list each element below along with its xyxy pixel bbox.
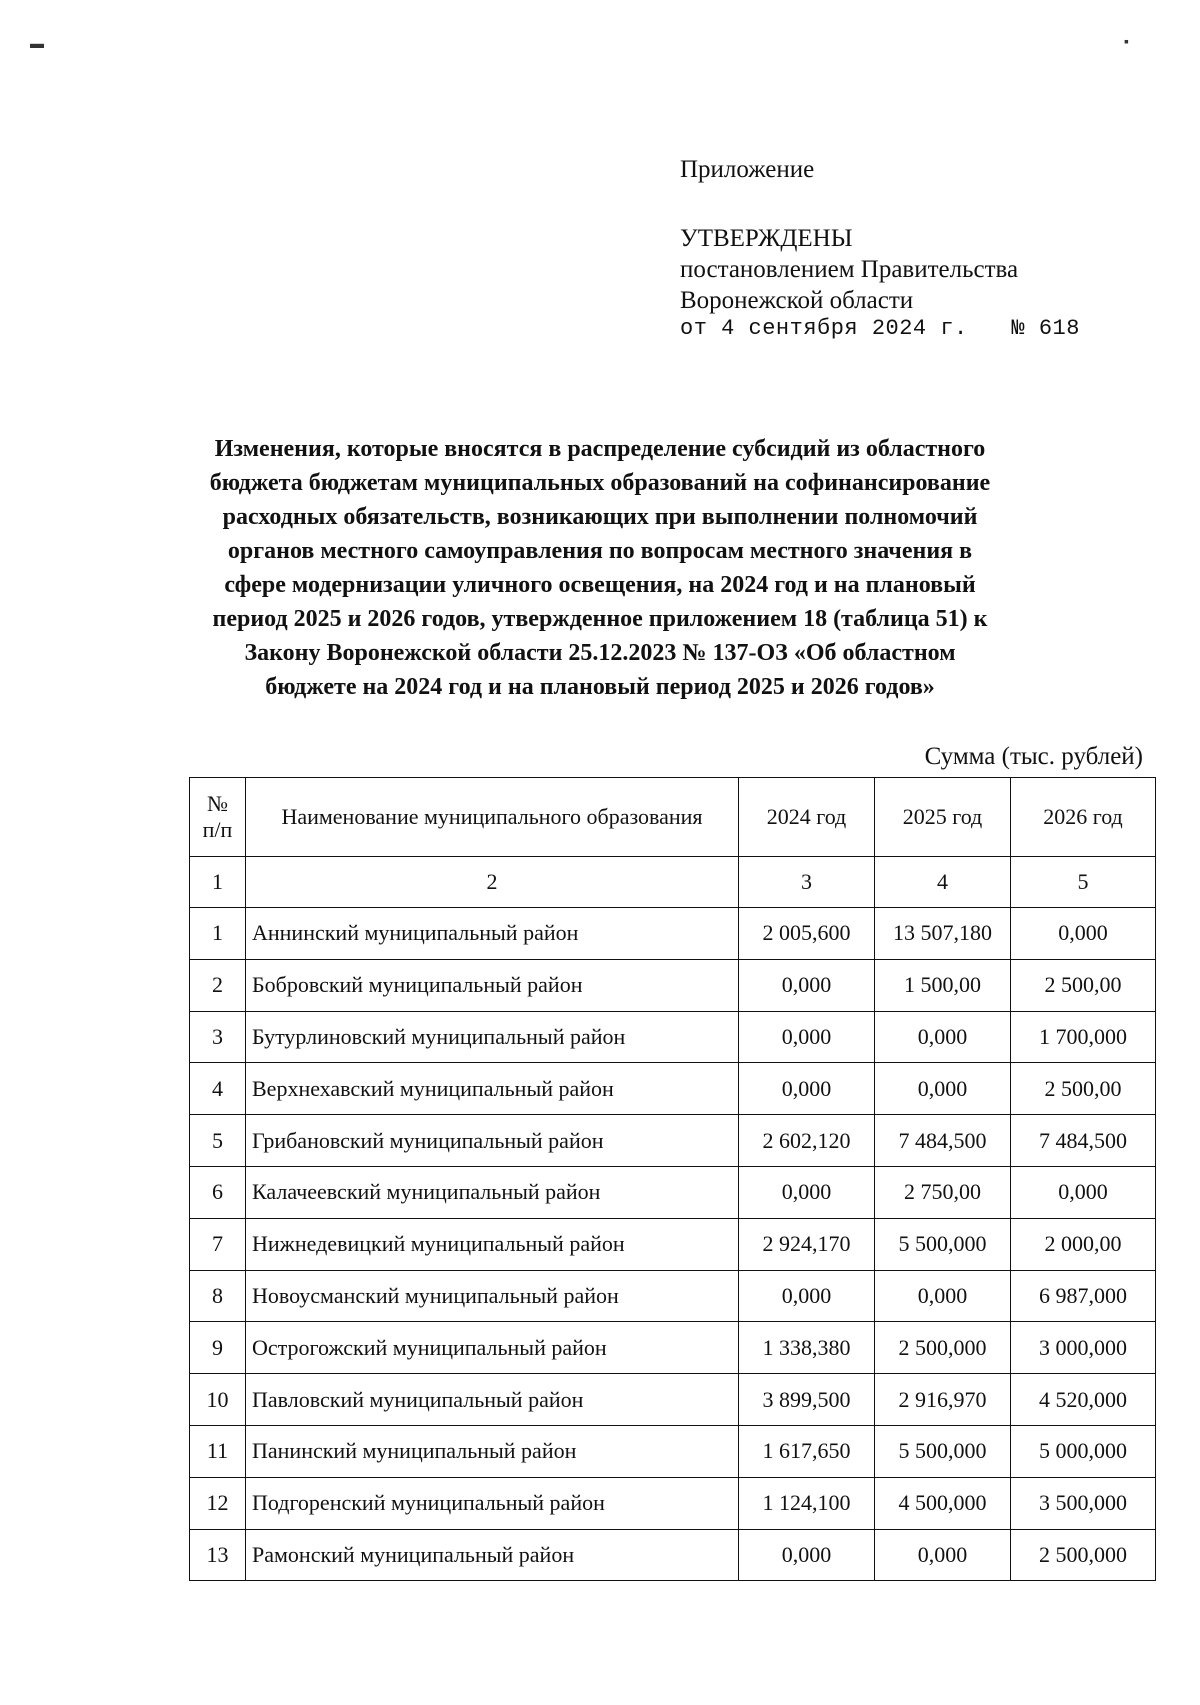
table-row (190, 1322, 1156, 1374)
column-number-row (190, 857, 1156, 908)
table-header-row (190, 778, 1156, 857)
municipality-name: Бутурлиновский муниципальный район (246, 1011, 739, 1063)
amount-2026: 4 520,000 (1011, 1374, 1156, 1426)
amount-2024: 1 338,380 (739, 1322, 875, 1374)
table-row (190, 1011, 1156, 1063)
header-name: Наименование муниципального образования (246, 778, 739, 857)
table-row (190, 1063, 1156, 1115)
table-row (190, 1529, 1156, 1581)
subsidy-table (189, 777, 1156, 1581)
table-row (190, 1425, 1156, 1477)
amount-2024: 0,000 (739, 1063, 875, 1115)
row-number: 12 (190, 1477, 246, 1529)
amount-2024: 1 124,100 (739, 1477, 875, 1529)
title-line: бюджета бюджетам муниципальных образований на софинансирование (209, 470, 991, 496)
header-2024: 2024 год (739, 778, 875, 857)
approved-label: УТВЕРЖДЕНЫ (680, 225, 853, 252)
amount-2026: 0,000 (1011, 908, 1156, 960)
row-number: 9 (190, 1322, 246, 1374)
municipality-name: Острогожский муниципальный район (246, 1322, 739, 1374)
amount-2024: 0,000 (739, 1011, 875, 1063)
amount-2025: 0,000 (875, 1270, 1011, 1322)
municipality-name: Рамонский муниципальный район (246, 1529, 739, 1581)
municipality-name: Новоусманский муниципальный район (246, 1270, 739, 1322)
amount-2025: 5 500,000 (875, 1425, 1011, 1477)
amount-2024: 2 924,170 (739, 1218, 875, 1270)
approval-block (680, 154, 1080, 342)
decree-line (680, 316, 1080, 342)
amount-2026: 2 500,000 (1011, 1529, 1156, 1581)
municipality-name: Аннинский муниципальный район (246, 908, 739, 960)
amount-2025: 0,000 (875, 1063, 1011, 1115)
amount-2025: 2 916,970 (875, 1374, 1011, 1426)
scan-mark-right: ▪ (1124, 35, 1129, 50)
title-line: органов местного самоуправления по вопросам местного значения в (227, 538, 973, 564)
row-number: 2 (190, 959, 246, 1011)
row-number: 8 (190, 1270, 246, 1322)
municipality-name: Калачеевский муниципальный район (246, 1166, 739, 1218)
title-line: бюджете на 2024 год и на плановый период 2025 и 2026 годов» (265, 674, 935, 700)
column-number: 3 (739, 857, 875, 908)
table-row (190, 959, 1156, 1011)
amount-2024: 3 899,500 (739, 1374, 875, 1426)
table-row (190, 1374, 1156, 1426)
amount-2026: 6 987,000 (1011, 1270, 1156, 1322)
row-number: 10 (190, 1374, 246, 1426)
amount-2026: 3 000,000 (1011, 1322, 1156, 1374)
header-2026: 2026 год (1011, 778, 1156, 857)
row-number: 11 (190, 1425, 246, 1477)
amount-2024: 2 005,600 (739, 908, 875, 960)
municipality-name: Грибановский муниципальный район (246, 1115, 739, 1167)
municipality-name: Панинский муниципальный район (246, 1425, 739, 1477)
amount-2026: 7 484,500 (1011, 1115, 1156, 1167)
municipality-name: Нижнедевицкий муниципальный район (246, 1218, 739, 1270)
document-title (170, 432, 1030, 704)
table-row (190, 1477, 1156, 1529)
amount-2026: 5 000,000 (1011, 1425, 1156, 1477)
municipality-name: Павловский муниципальный район (246, 1374, 739, 1426)
row-number: 5 (190, 1115, 246, 1167)
amount-2025: 5 500,000 (875, 1218, 1011, 1270)
amount-2025: 2 750,00 (875, 1166, 1011, 1218)
title-line: Закону Воронежской области 25.12.2023 № 137-ОЗ «Об областном (244, 640, 956, 666)
amount-2025: 0,000 (875, 1529, 1011, 1581)
table-row (190, 1115, 1156, 1167)
amount-2024: 0,000 (739, 1270, 875, 1322)
amount-2025: 2 500,000 (875, 1322, 1011, 1374)
amount-2025: 7 484,500 (875, 1115, 1011, 1167)
municipality-name: Бобровский муниципальный район (246, 959, 739, 1011)
table-row (190, 1166, 1156, 1218)
row-number: 7 (190, 1218, 246, 1270)
amount-2026: 3 500,000 (1011, 1477, 1156, 1529)
amount-2025: 0,000 (875, 1011, 1011, 1063)
municipality-name: Верхнехавский муниципальный район (246, 1063, 739, 1115)
row-number: 6 (190, 1166, 246, 1218)
title-line: сфере модернизации уличного освещения, на 2024 год и на плановый (224, 572, 976, 598)
title-line: расходных обязательств, возникающих при выполнении полномочий (222, 504, 978, 530)
amount-2026: 2 500,00 (1011, 959, 1156, 1011)
amount-2026: 0,000 (1011, 1166, 1156, 1218)
column-number: 1 (190, 857, 246, 908)
amount-2024: 0,000 (739, 959, 875, 1011)
amount-2025: 4 500,000 (875, 1477, 1011, 1529)
header-number: № п/п (190, 778, 246, 857)
decree-date: от 4 сентября 2024 г. (680, 316, 968, 341)
column-number: 2 (246, 857, 739, 908)
amount-2024: 0,000 (739, 1166, 875, 1218)
table-row (190, 1218, 1156, 1270)
amount-2026: 1 700,000 (1011, 1011, 1156, 1063)
row-number: 1 (190, 908, 246, 960)
municipality-name: Подгоренский муниципальный район (246, 1477, 739, 1529)
scan-mark-left: ▬ (30, 37, 44, 52)
amount-2025: 13 507,180 (875, 908, 1011, 960)
column-number: 5 (1011, 857, 1156, 908)
amount-2024: 2 602,120 (739, 1115, 875, 1167)
table-body (190, 908, 1156, 1581)
approved-by-line2: Воронежской области (680, 287, 914, 314)
title-line: Изменения, которые вносятся в распределение субсидий из областного (214, 436, 986, 462)
appendix-label: Приложение (680, 156, 815, 183)
header-2025: 2025 год (875, 778, 1011, 857)
amount-2026: 2 500,00 (1011, 1063, 1156, 1115)
amount-2026: 2 000,00 (1011, 1218, 1156, 1270)
amount-2024: 0,000 (739, 1529, 875, 1581)
table-row (190, 908, 1156, 960)
row-number: 4 (190, 1063, 246, 1115)
amount-2024: 1 617,650 (739, 1425, 875, 1477)
approved-by-line1: постановлением Правительства (680, 256, 1019, 283)
decree-number: № 618 (1011, 316, 1080, 341)
title-line: период 2025 и 2026 годов, утвержденное приложением 18 (таблица 51) к (212, 606, 988, 632)
amount-2025: 1 500,00 (875, 959, 1011, 1011)
column-number: 4 (875, 857, 1011, 908)
table-row (190, 1270, 1156, 1322)
units-label: Сумма (тыс. рублей) (924, 743, 1143, 770)
row-number: 3 (190, 1011, 246, 1063)
row-number: 13 (190, 1529, 246, 1581)
